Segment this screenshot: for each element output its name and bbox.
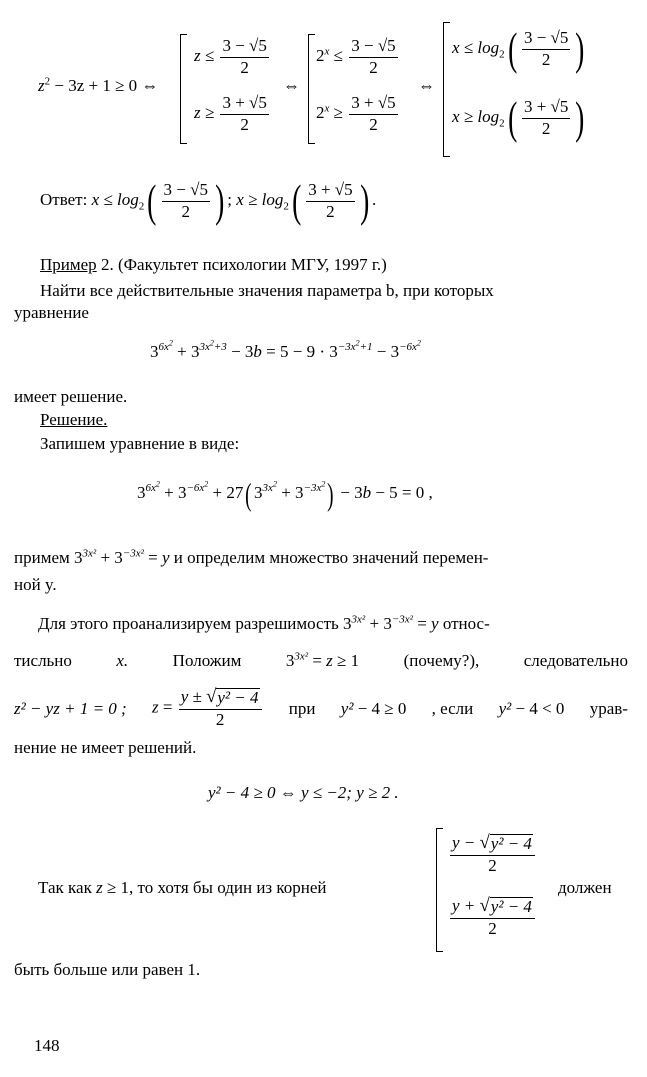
equation-2: $3^{6x^2} + 3^{-6x^2} + 27$( $3^{3x^2} + 3^{-3x^2}) - 3b - 5 = 0$ , xyxy=(137,476,433,512)
example2-statement: Найти все действительные значения параметра b, при которых xyxy=(40,281,494,300)
ex1-x-le-log: $x \le \log_2$( $\frac{3 - √5}{2}$ ) xyxy=(452,23,585,74)
solution-label: Решение. xyxy=(40,410,108,429)
must-word: должен xyxy=(558,878,612,897)
system-bracket-2 xyxy=(308,34,315,144)
analyze-line-2: тисльно x. Положим $3^{3x^2} = z \ge 1$ (почему?), следовательно xyxy=(14,650,628,670)
iff-arrow-1: ⇔ xyxy=(283,76,300,95)
root-minus: y − √ y² − 4 2 xyxy=(448,834,537,875)
system-bracket-3 xyxy=(443,22,450,157)
ex1-z-le: z ≤ $\frac{3 - √5}{2}$ xyxy=(194,36,267,77)
example2-title: Пример 2. (Факультет психологии МГУ, 1997 г.) xyxy=(40,255,387,274)
analyze-line-1: Для этого проанализируем разрешимость $3^{3x^2} + 3^{-3x^2} = y$ относ- xyxy=(38,613,490,633)
root-plus: y + √ y² − 4 2 xyxy=(448,897,537,938)
substitution-paragraph: примем $3^{3x^2} + 3^{-3x^2} = y$ и определим множество значений перемен- xyxy=(14,547,489,567)
inequality: y² − 4 ≥ 0 ⇔ y ≤ −2; y ≥ 2 . xyxy=(208,783,399,802)
rewrite-line: Запишем уравнение в виде: xyxy=(40,434,240,453)
system-bracket-1 xyxy=(180,34,187,144)
answer-line: Ответ: $x \le \log_2$( $\frac{3 - √5}{2}$ ) ; $x \ge \log_2$( $\frac{3 + √5}{2}$ ) . xyxy=(40,175,377,226)
page-number: 148 xyxy=(34,1036,60,1055)
ex1-x-ge-log: $x \ge \log_2$( $\frac{3 + √5}{2}$ ) xyxy=(452,92,585,143)
since-line: Так как z ≥ 1, то хотя бы один из корней xyxy=(38,878,327,897)
iff-arrow-2: ⇔ xyxy=(418,76,435,95)
ex1-2x-ge: $2^x$ ≥ $\frac{3 + √5}{2}$ xyxy=(316,93,396,134)
ex1-2x-le: $2^x$ ≤ $\frac{3 - √5}{2}$ xyxy=(316,36,396,77)
substitution-line-2: ной y. xyxy=(14,575,57,594)
example2-statement-2: уравнение xyxy=(14,303,89,322)
has-solution: имеет решение. xyxy=(14,387,128,406)
ex1-lhs: $z^2 - 3z + 1 \ge 0$ ⇔ xyxy=(38,75,159,95)
quadratic-line: z² − yz + 1 = 0 ; z = y ± √ y² − 4 2 при y² − 4 ≥ 0 , если y² − 4 < 0 урав- xyxy=(14,686,628,729)
ex1-z-ge: z ≥ $\frac{3 + √5}{2}$ xyxy=(194,93,267,134)
equation-1: $3^{6x^2} + 3^{3x^2+3} - 3b = 5 - 9 \cdot 3^{-3x^2+1} - 3^{-6x^2}$ xyxy=(150,338,421,361)
be-ge-line: быть больше или равен 1. xyxy=(14,960,201,979)
no-solutions-line: нение не имеет решений. xyxy=(14,738,197,757)
roots-bracket xyxy=(436,828,443,952)
